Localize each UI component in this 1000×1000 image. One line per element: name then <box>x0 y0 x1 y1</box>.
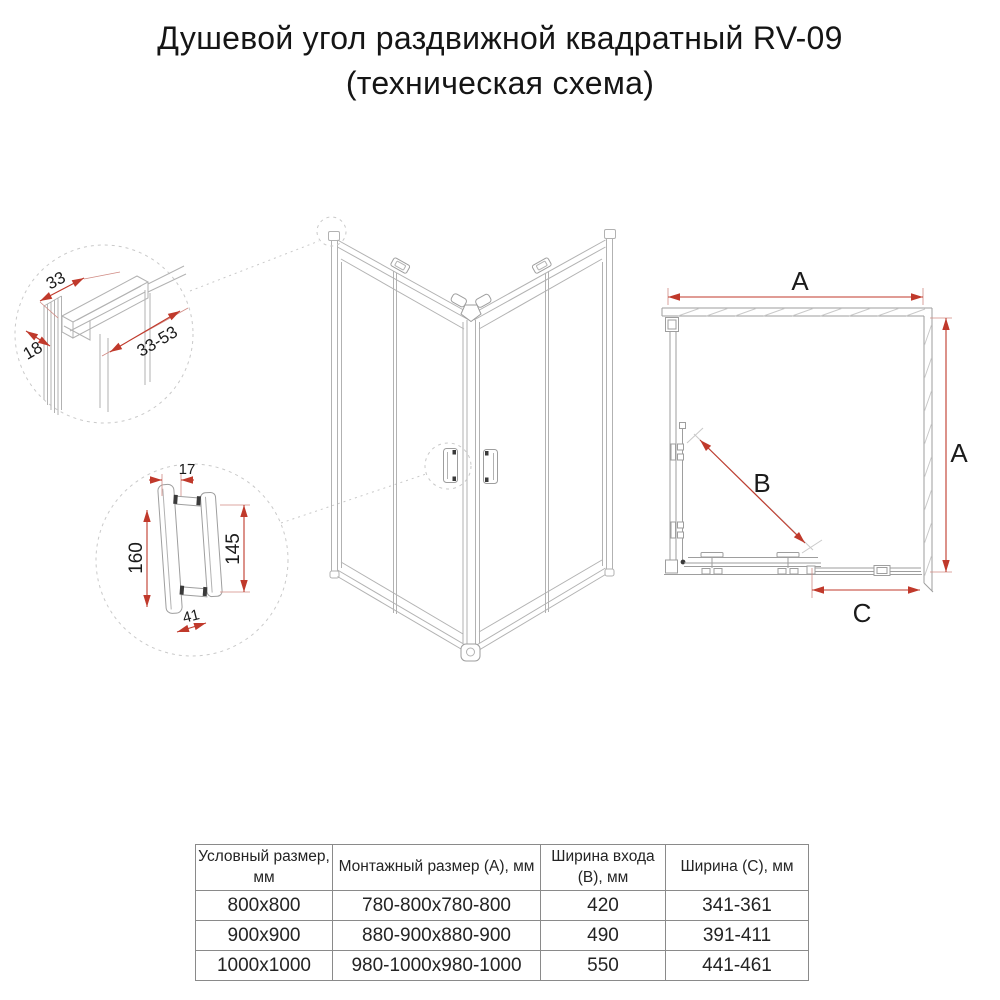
door-carriage <box>671 522 684 538</box>
right-wall <box>924 308 933 592</box>
header-width-c: Ширина (С), мм <box>666 845 809 891</box>
dim-17-label: 17 <box>178 461 196 478</box>
wall-profile-detail <box>15 241 319 423</box>
plan-view <box>662 266 968 628</box>
dim-41-label: 41 <box>180 606 202 627</box>
table-cell: 550 <box>541 951 666 981</box>
header-nominal-size: Условный размер, мм <box>196 845 333 891</box>
table-cell: 490 <box>541 921 666 951</box>
table-row <box>196 921 809 951</box>
plan-dim-side <box>812 568 920 628</box>
header-mounting-size: Монтажный размер (А), мм <box>333 845 541 891</box>
handle-detail <box>96 461 426 656</box>
size-table <box>195 844 809 981</box>
dim-C-label: C <box>852 598 872 628</box>
left-profile <box>666 317 686 573</box>
dim-33-label: 33 <box>42 267 69 294</box>
right-post-cap <box>605 230 616 239</box>
title-line-1: Душевой угол раздвижной квадратный RV-09 <box>157 20 843 56</box>
wall-profile-dimensions <box>20 268 188 364</box>
table-cell: 980-1000x980-1000 <box>333 951 541 981</box>
door-carriage <box>671 444 684 460</box>
table-cell: 391-411 <box>666 921 809 951</box>
dim-18-label: 18 <box>19 337 46 364</box>
dim-B-label: B <box>753 468 771 498</box>
left-post-cap <box>329 232 340 241</box>
table-row <box>196 891 809 921</box>
bottom-track <box>664 553 922 576</box>
title-line-2: (техническая схема) <box>345 65 655 101</box>
header-entry-width: Ширина входа (В), мм <box>541 845 666 891</box>
table-cell: 420 <box>541 891 666 921</box>
table-header-row <box>196 845 809 891</box>
dim-145-label: 145 <box>223 533 244 565</box>
dim-160-label: 160 <box>126 542 147 574</box>
dim-33-53-label: 33-53 <box>133 322 181 361</box>
right-door-handle <box>484 450 498 484</box>
handle-dimensions <box>126 461 250 632</box>
isometric-view <box>317 217 616 661</box>
table-cell: 880-900x880-900 <box>333 921 541 951</box>
page-title <box>0 16 1000 106</box>
table-cell: 441-461 <box>666 951 809 981</box>
detail-leader-line <box>190 241 319 291</box>
plan-dim-entry <box>687 428 822 553</box>
plan-dim-depth <box>930 318 968 572</box>
detail-leader-line <box>281 474 426 523</box>
table-cell: 780-800x780-800 <box>333 891 541 921</box>
left-door-handle <box>444 449 458 483</box>
table-cell: 341-361 <box>666 891 809 921</box>
dim-A-top-label: A <box>791 266 809 296</box>
table-cell: 900x900 <box>196 921 333 951</box>
table-row <box>196 951 809 981</box>
top-wall <box>662 308 932 316</box>
table-cell: 800x800 <box>196 891 333 921</box>
dim-A-right-label: A <box>950 438 968 468</box>
table-cell: 1000x1000 <box>196 951 333 981</box>
corner-foot <box>461 644 480 661</box>
handle-sketch <box>158 481 224 614</box>
corner-cap <box>461 305 481 322</box>
plan-dim-width <box>668 266 923 305</box>
